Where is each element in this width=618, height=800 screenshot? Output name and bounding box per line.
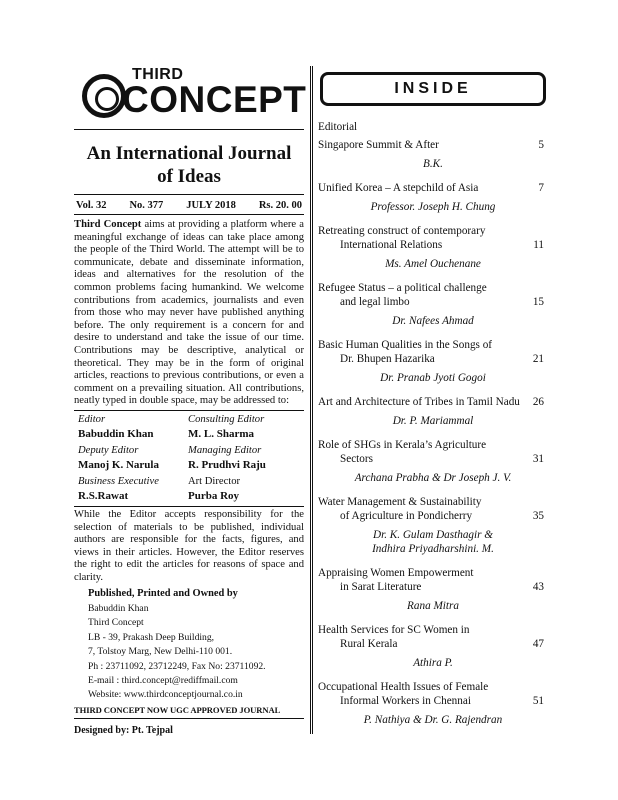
toc-entry	[318, 181, 548, 214]
issue-number: No. 377	[129, 200, 164, 211]
column-divider	[310, 66, 313, 734]
toc-title-text: Sectors	[340, 453, 373, 465]
journal-title-line-1: An International Journal	[86, 143, 292, 164]
toc-title-text: Dr. Bhupen Hazarika	[340, 353, 435, 365]
publisher-line: LB - 39, Prakash Deep Building,	[88, 631, 215, 643]
toc-title-text: in Sarat Literature	[340, 581, 422, 593]
toc-author: Professor. Joseph H. Chung	[370, 201, 496, 213]
toc-title-line	[318, 395, 548, 409]
toc-title-text: and legal limbo	[340, 296, 410, 308]
toc-title-text: Basic Human Qualities in the Songs of	[318, 339, 493, 351]
toc-title-text: Health Services for SC Women in	[318, 624, 470, 636]
toc-page-number: 35	[532, 510, 544, 522]
about-journal-name: Third Concept	[74, 219, 142, 230]
toc-title-line	[318, 580, 548, 594]
publisher-line: Babuddin Khan	[88, 602, 149, 614]
editor-name: R. Prudhvi Raju	[188, 458, 266, 471]
logo-concept-text: CONCEPT	[122, 79, 307, 120]
editor-roles-row-3	[78, 475, 302, 489]
editor-role: Editor	[78, 413, 106, 425]
toc-author: Indhira Priyadharshini. M.	[372, 543, 494, 555]
inside-heading: INSIDE	[320, 72, 546, 106]
toc-title-text: Refugee Status – a political challenge	[318, 282, 487, 294]
editor-name: Purba Roy	[188, 489, 240, 502]
toc-entry	[318, 224, 548, 271]
toc-page-number: 15	[532, 296, 544, 308]
issue-volume: Vol. 32	[76, 200, 107, 211]
toc-title-text: Occupational Health Issues of Female	[318, 681, 489, 693]
toc-title-text: Singapore Summit & After	[318, 139, 439, 151]
toc-title-line	[318, 438, 548, 452]
logo-third-text: THIRD	[132, 66, 184, 83]
toc-title-line	[318, 352, 548, 366]
toc-title-text: Appraising Women Empowerment	[318, 567, 474, 579]
publisher-phone: Ph : 23711092, 23712249, Fax No: 23711092.	[88, 660, 266, 672]
issue-price: Rs. 20. 00	[258, 200, 302, 211]
issue-info	[74, 195, 304, 215]
toc-page-number: 51	[532, 695, 544, 707]
toc-author: B.K.	[423, 158, 443, 170]
table-of-contents	[318, 120, 548, 727]
toc-page-number: 26	[532, 396, 544, 408]
editor-roles-row-2	[78, 444, 302, 458]
toc-page-number: 47	[532, 638, 544, 650]
toc-title-text: Water Management & Sustainability	[318, 496, 482, 508]
about-text: aims at providing a platform where a meaningful exchange of ideas can take place among the people of the Third World. The attempt will be to communicate, debate and disseminate information, ideas and alternatives for the resolution of the common problems facing humankind. We welcome contributions from academics, journalists and even from those who may never have published anything before. The only requirement is a concern for and desire to understand and take the issue of our time. Contributions may be descriptive, analytical or theoretical. They may be in the form of original articles, reactions to previous contributions, or even a comment on a prevailing situation. All contributions, neatly typed in double space, may be addressed to:	[74, 219, 304, 407]
toc-page-number: 11	[533, 239, 544, 251]
publisher-info	[74, 584, 304, 702]
toc-title-text: of Agriculture in Pondicherry	[340, 510, 473, 522]
publisher-email: E-mail : third.concept@rediffmail.com	[88, 674, 238, 686]
journal-logo	[74, 62, 307, 130]
toc-author: Dr. Pranab Jyoti Gogoi	[380, 372, 486, 384]
toc-author: Ms. Amel Ouchenane	[385, 258, 481, 270]
toc-title-text: Art and Architecture of Tribes in Tamil Nadu	[318, 396, 520, 408]
toc-title-text: Retreating construct of contemporary	[318, 225, 486, 237]
toc-title-line	[318, 452, 548, 466]
toc-entry	[318, 138, 548, 171]
editor-role: Deputy Editor	[78, 444, 139, 456]
toc-title-line	[318, 281, 548, 295]
toc-title-line	[318, 238, 548, 252]
toc-author: Dr. P. Mariammal	[392, 415, 474, 427]
publisher-line: 7, Tolstoy Marg, New Delhi-110 001.	[88, 646, 233, 658]
toc-section-editorial: Editorial	[318, 121, 358, 133]
toc-title-text: Unified Korea – A stepchild of Asia	[318, 182, 479, 194]
toc-title-line	[318, 495, 548, 509]
toc-title-text: Role of SHGs in Kerala’s Agriculture	[318, 439, 487, 451]
toc-title-line	[318, 138, 548, 152]
toc-title-text: Rural Kerala	[340, 638, 398, 650]
editor-names-row-2	[78, 458, 302, 472]
publisher-website: Website: www.thirdconceptjournal.co.in	[88, 689, 243, 701]
journal-title-line-2: of Ideas	[157, 166, 221, 187]
editor-name: R.S.Rawat	[78, 489, 129, 502]
toc-entry	[318, 566, 548, 613]
toc-author: Dr. K. Gulam Dasthagir &	[373, 529, 493, 541]
toc-author: Rana Mitra	[407, 600, 459, 612]
toc-author: Dr. Nafees Ahmad	[392, 315, 474, 327]
toc-page-number: 31	[532, 453, 544, 465]
issue-date: JULY 2018	[186, 200, 236, 211]
publisher-line: Third Concept	[88, 617, 144, 629]
toc-author: Athira P.	[413, 657, 453, 669]
toc-entry	[318, 338, 548, 385]
toc-page-number: 43	[532, 581, 544, 593]
toc-title-line	[318, 637, 548, 651]
editor-role: Business Executive	[78, 475, 159, 487]
toc-title-line	[318, 566, 548, 580]
editor-role: Managing Editor	[188, 444, 262, 456]
contents-column	[318, 72, 548, 737]
toc-title-text: Informal Workers in Chennai	[340, 695, 471, 707]
toc-page-number: 5	[538, 139, 544, 151]
toc-title-text: International Relations	[340, 239, 443, 251]
toc-title-line	[318, 338, 548, 352]
toc-title-line	[318, 224, 548, 238]
masthead-column	[74, 62, 307, 736]
logo-ring-icon	[82, 74, 126, 118]
editor-names-row-3	[78, 489, 302, 503]
toc-title-line	[318, 694, 548, 708]
toc-entry	[318, 495, 548, 556]
editor-name: Babuddin Khan	[78, 427, 154, 440]
toc-title-line	[318, 680, 548, 694]
toc-page-number: 21	[532, 353, 544, 365]
editorial-board	[74, 410, 304, 507]
editor-role: Art Director	[188, 475, 241, 487]
toc-entry	[318, 623, 548, 670]
toc-page-number: 7	[538, 182, 544, 194]
toc-entries	[318, 138, 548, 727]
toc-entry	[318, 281, 548, 328]
editor-role: Consulting Editor	[188, 413, 265, 425]
editor-name: M. L. Sharma	[188, 427, 254, 440]
toc-entry	[318, 438, 548, 485]
toc-title-line	[318, 295, 548, 309]
toc-title-line	[318, 509, 548, 523]
editorial-disclaimer: While the Editor accepts responsibility for the selection of materials to be published, individual authors are responsible for the facts, figures, and views in their articles. However, the Editor reserves the right to edit the articles for reasons of space and clarity.	[74, 508, 304, 583]
toc-title-line	[318, 181, 548, 195]
ugc-approval-note: THIRD CONCEPT NOW UGC APPROVED JOURNAL	[74, 703, 304, 719]
designer-credit: Designed by: Pt. Tejpal	[74, 724, 173, 736]
editor-roles-row-1	[78, 413, 302, 427]
publisher-heading: Published, Printed and Owned by	[88, 588, 238, 600]
toc-entry	[318, 395, 548, 428]
about-paragraph	[74, 215, 304, 408]
editor-name: Manoj K. Narula	[78, 458, 159, 471]
editor-names-row-1	[78, 427, 302, 441]
toc-title-line	[318, 623, 548, 637]
journal-title	[74, 130, 304, 195]
toc-author: Archana Prabha & Dr Joseph J. V.	[354, 472, 512, 484]
toc-entry	[318, 680, 548, 727]
toc-author: P. Nathiya & Dr. G. Rajendran	[363, 714, 503, 726]
